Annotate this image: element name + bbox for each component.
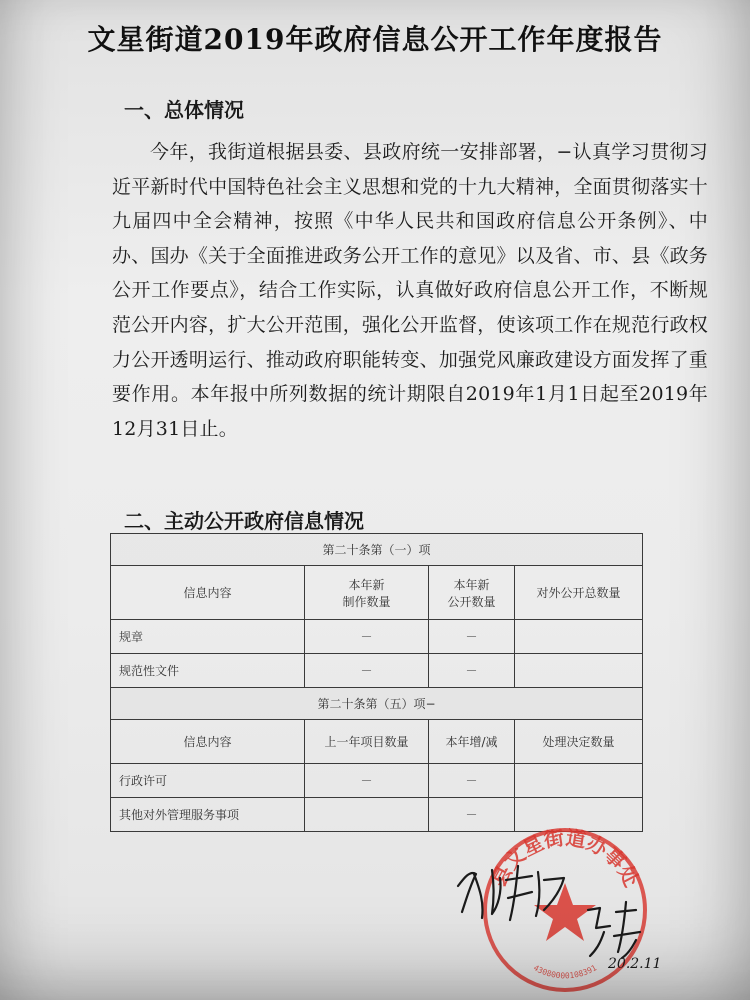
- seal-code: 43080000108391: [531, 963, 599, 981]
- table-cell: －: [429, 798, 515, 832]
- handwritten-signature: [440, 840, 670, 980]
- table-cell: －: [305, 764, 429, 798]
- column-header: 本年新 公开数量: [429, 566, 515, 620]
- disclosure-table-article-20-1: [110, 533, 643, 832]
- seal-text: 县文星街道办事处: [486, 825, 644, 891]
- table-cell: －: [305, 620, 429, 654]
- column-header: 上一年项目数量: [305, 720, 429, 764]
- table-cell: 规章: [111, 620, 305, 654]
- section-heading-proactive-disclosure: 二、主动公开政府信息情况: [124, 509, 364, 533]
- column-header: 对外公开总数量: [515, 566, 643, 620]
- table-cell: －: [429, 620, 515, 654]
- column-header: 处理决定数量: [515, 720, 643, 764]
- overview-paragraph: 今年，我街道根据县委、县政府统一安排部署，−认真学习贯彻习近平新时代中国特色社会主义思想和党的十九大精神，全面贯彻落实十九届四中全会精神，按照《中华人民共和国政府信息公开条例》、中办、国办《关于全面推进政务公开工作的意见》以及省、市、县《政务公开工作要点》，结合工作实际，认真做好政府信息公开工作，不断规范公开内容，扩大公开范围，强化公开监督，使该项工作在规范行政权力公开透明运行、推动政府职能转变、加强党风廉政建设方面发挥了重要作用。本年报中所列数据的统计期限自2019年1月1日起至2019年12月31日止。: [112, 141, 708, 440]
- table-cell: 行政许可: [111, 764, 305, 798]
- table-cell: 规范性文件: [111, 654, 305, 688]
- table-cell: [515, 654, 643, 688]
- table-cell: [515, 620, 643, 654]
- table-cell: －: [429, 764, 515, 798]
- column-header: 信息内容: [111, 566, 305, 620]
- column-header: 本年新 制作数量: [305, 566, 429, 620]
- section-heading-overview: 一、总体情况: [124, 98, 244, 122]
- table-cell: [305, 798, 429, 832]
- table-cell: －: [305, 654, 429, 688]
- table-cell: [515, 764, 643, 798]
- signature-date: 20.2.11: [608, 956, 662, 972]
- table-cell: －: [429, 654, 515, 688]
- column-header: 本年增/减: [429, 720, 515, 764]
- table-row: [111, 620, 643, 654]
- table-caption: 第二十条第（一）项: [111, 534, 643, 566]
- table-caption: 第二十条第（五）项−: [111, 688, 643, 720]
- table-row: [111, 764, 643, 798]
- table-row: [111, 654, 643, 688]
- document-title: 文星街道2019年政府信息公开工作年度报告: [87, 23, 663, 56]
- table-cell: 其他对外管理服务事项: [111, 798, 305, 832]
- column-header: 信息内容: [111, 720, 305, 764]
